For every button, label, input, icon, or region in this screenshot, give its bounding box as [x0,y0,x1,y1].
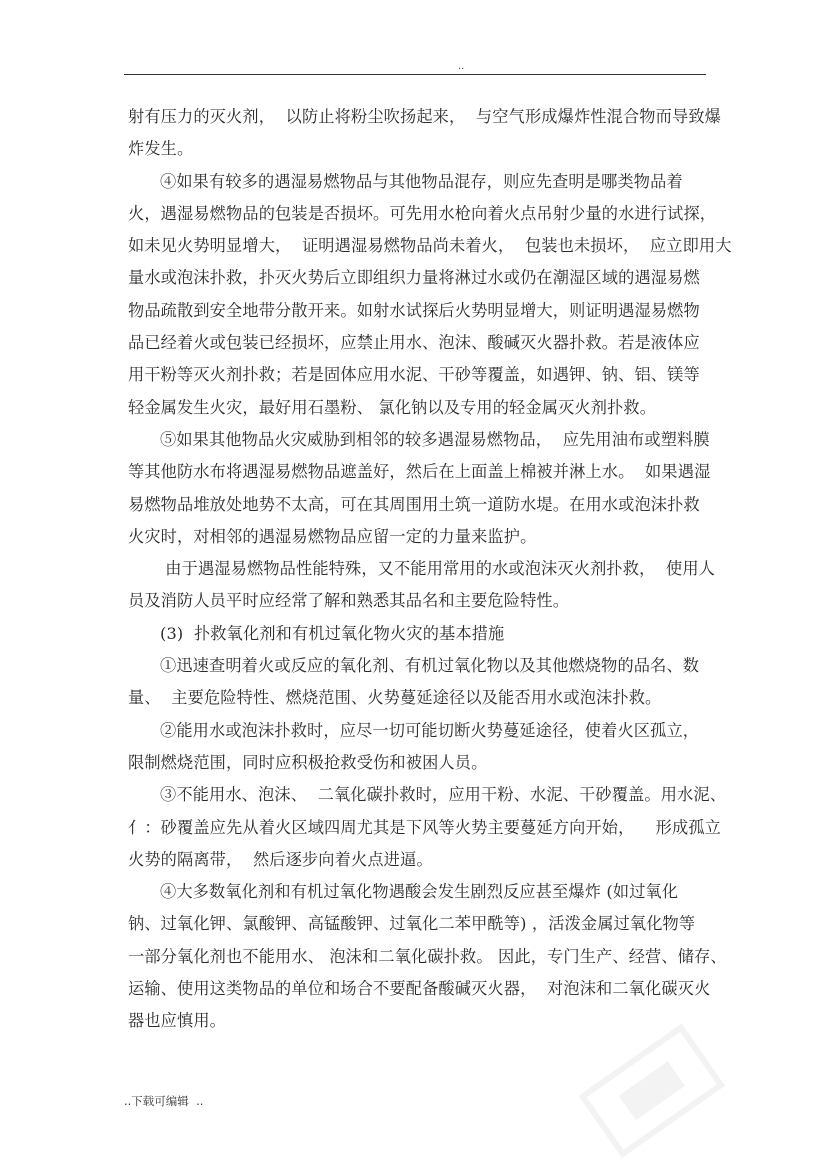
text-line: ④如果有较多的遇湿易燃物品与其他物品混存，则应先查明是哪类物品着 [160,171,683,191]
text-line: 钠、过氧化钾、氯酸钾、高锰酸钾、过氧化二苯甲酰等) ，活泼金属过氧化物等 [128,914,696,934]
text-line: 由于遇湿易燃物品性能特殊，又不能用常用的水或泡沫灭火剂扑救， 使用人 [160,559,716,579]
text-line: 器也应慎用。 [128,1011,227,1031]
footer-text: ..下载可编辑 .. [124,1094,204,1108]
text-line: 亻：砂覆盖应先从着火区域四周尤其是下风等火势主要蔓延方向开始， 形成孤立 [128,817,721,837]
text-line: 射有压力的灭火剂， 以防止将粉尘吹扬起来， 与空气形成爆炸性混合物而导致爆 [128,107,721,126]
text-line: ①迅速查明着火或反应的氧化剂、有机过氧化物以及其他燃烧物的品名、数 [160,656,700,676]
header-mark: .. [458,61,465,72]
text-line: 用干粉等灭火剂扑救；若是固体应用水泥、干砂等覆盖，如遇钾、钠、铝、镁等 [128,365,700,385]
text-line: (3) 扑救氧化剂和有机过氧化物火灾的基本措施 [160,623,505,643]
text-line: 量、 主要危险特性、燃烧范围、火势蔓延途径以及能否用水或泡沫扑救。 [128,688,662,708]
text-line: ⑤如果其他物品火灾威胁到相邻的较多遇湿易燃物品， 应先用油布或塑料膜 [160,429,710,449]
text-line: 运输、使用这类物品的单位和场合不要配备酸碱灭火器， 对泡沫和二氧化碳灭火 [128,979,711,999]
text-line: ②能用水或泡沫扑救时，应尽一切可能切断火势蔓延途径，使着火区孤立， [160,720,700,740]
text-line: ③不能用水、泡沫、 二氧化碳扑救时，应用干粉、水泥、干砂覆盖。用水泥、 [160,785,727,805]
document-body [128,101,732,1038]
text-line: 火，遇湿易燃物品的包装是否损坏。可先用水枪向着火点吊射少量的水进行试探， [128,203,717,223]
text-line: ④大多数氧化剂和有机过氧化物遇酸会发生剧烈反应甚至爆炸 (如过氧化 [160,882,679,902]
text-line: 量水或泡沫扑救，扑灭火势后立即组织力量将淋过水或仍在潮湿区域的遇湿易燃 [128,268,700,288]
header-rule [124,74,706,75]
text-line: 等其他防水布将遇湿易燃物品遮盖好，然后在上面盖上棉被并淋上水。 如果遇湿 [128,462,711,482]
text-line: 易燃物品堆放处地势不太高，可在其周围用土筑一道防水堤。在用水或泡沫扑救 [128,494,700,514]
text-line: 如未见火势明显增大， 证明遇湿易燃物品尚未着火， 包装也未损坏， 应立即用大 [128,236,732,256]
text-line: 炸发生。 [128,139,194,159]
text-line: 火灾时，对相邻的遇湿易燃物品应留一定的力量来监护。 [128,526,537,546]
text-line: 员及消防人员平时应经常了解和熟悉其品名和主要危险特性。 [128,591,570,611]
text-line: 限制燃烧范围，同时应积极抢救受伤和被困人员。 [128,752,488,772]
text-line: 品已经着火或包装已经损坏，应禁止用水、泡沫、酸碱灭火器扑救。若是液体应 [128,333,700,353]
text-line: 火势的隔离带， 然后逐步向着火点进逼。 [128,849,433,869]
text-line: 一部分氧化剂也不能用水、 泡沫和二氧化碳扑救。 因此，专门生产、经营、储存、 [128,946,727,966]
text-line: 轻金属发生火灾，最好用石墨粉、 氯化钠以及专用的轻金属灭火剂扑救。 [128,397,657,417]
text-line: 物品疏散到安全地带分散开来。如射水试探后火势明显增大，则证明遇湿易燃物 [128,300,700,320]
